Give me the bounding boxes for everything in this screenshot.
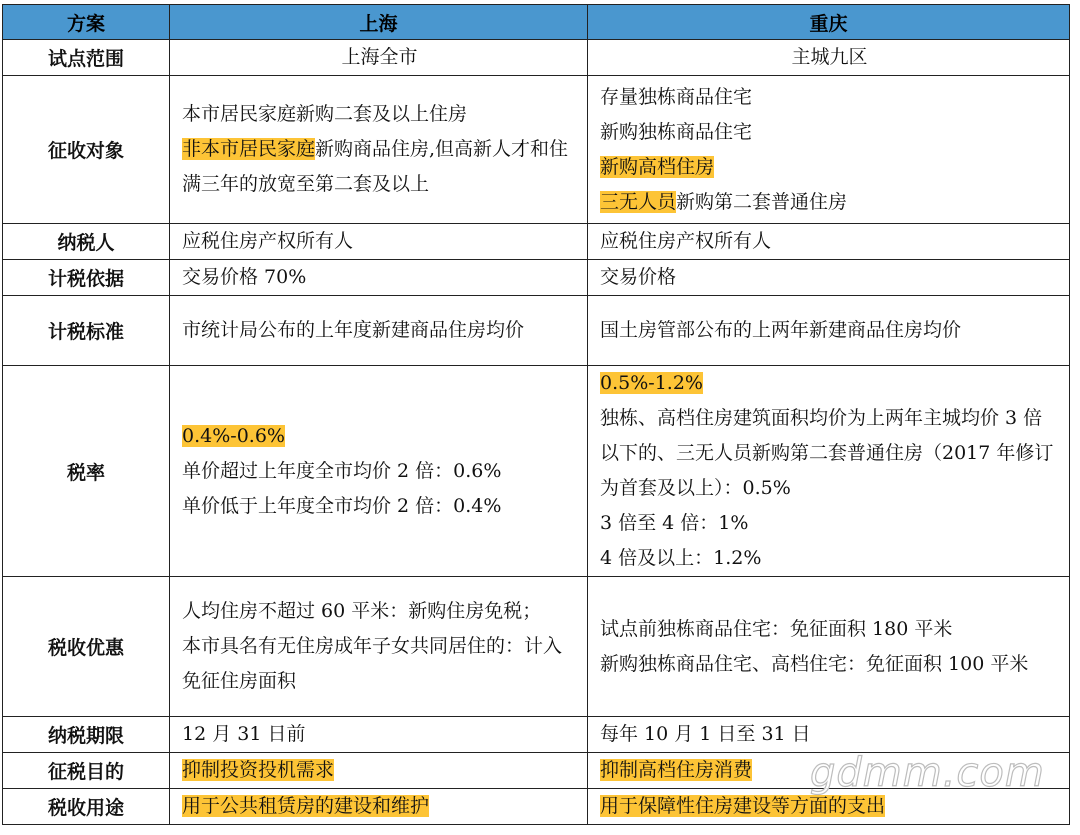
row-purpose xyxy=(3,753,1070,789)
cell-shanghai xyxy=(170,366,588,577)
cell-chongqing xyxy=(588,753,1070,789)
cell-chongqing xyxy=(588,789,1070,825)
highlight-text: 0.5%-1.2% xyxy=(600,372,703,394)
header-row xyxy=(3,5,1070,40)
cell-shanghai xyxy=(170,753,588,789)
row-label: 税率 xyxy=(3,366,170,577)
row-relief xyxy=(3,577,1070,717)
header-chongqing: 重庆 xyxy=(588,5,1070,40)
cell-shanghai: 12 月 31 日前 xyxy=(170,717,588,753)
cell-chongqing: 每年 10 月 1 日至 31 日 xyxy=(588,717,1070,753)
text-line: 本市具名有无住房成年子女共同居住的：计入免征住房面积 xyxy=(182,635,563,692)
highlight-text: 用于公共租赁房的建设和维护 xyxy=(182,795,430,817)
highlight-text: 三无人员 xyxy=(600,190,677,213)
cell-shanghai: 交易价格 70% xyxy=(170,260,588,296)
cell-shanghai: 市统计局公布的上年度新建商品住房均价 xyxy=(170,296,588,366)
cell-chongqing xyxy=(588,76,1070,224)
row-rate xyxy=(3,366,1070,577)
cell-chongqing: 应税住房产权所有人 xyxy=(588,224,1070,260)
text-line xyxy=(600,366,1059,401)
cell-shanghai xyxy=(170,76,588,224)
text-line: 单价超过上年度全市均价 2 倍：0.6% xyxy=(182,459,502,482)
row-standard xyxy=(3,296,1070,366)
row-label: 征收对象 xyxy=(3,76,170,224)
text-segment: 新购第二套普通住房 xyxy=(676,190,848,213)
watermark: gdmm.com xyxy=(810,750,1045,796)
highlight-text: 新购高档住房 xyxy=(600,155,715,178)
row-target xyxy=(3,76,1070,224)
row-label: 税收用途 xyxy=(3,789,170,825)
comparison-table xyxy=(2,4,1070,825)
cell-shanghai: 应税住房产权所有人 xyxy=(170,224,588,260)
row-label: 计税依据 xyxy=(3,260,170,296)
header-scheme: 方案 xyxy=(3,5,170,40)
text-line xyxy=(600,150,1059,185)
text-line: 存量独栋商品住宅 xyxy=(600,85,753,108)
row-taxpayer xyxy=(3,224,1070,260)
cell-chongqing: 交易价格 xyxy=(588,260,1070,296)
header-shanghai: 上海 xyxy=(170,5,588,40)
text-line xyxy=(600,185,1059,220)
cell-shanghai xyxy=(170,577,588,717)
row-label: 计税标准 xyxy=(3,296,170,366)
text-line: 新购独栋商品住宅 xyxy=(600,120,753,143)
cell-chongqing: 主城九区 xyxy=(588,40,1070,76)
text-line: 人均住房不超过 60 平米：新购住房免税； xyxy=(182,600,542,622)
row-label: 税收优惠 xyxy=(3,577,170,717)
text-line: 3 倍至 4 倍：1% xyxy=(600,512,749,534)
text-line: 新购独栋商品住宅、高档住宅：免征面积 100 平米 xyxy=(600,652,1029,675)
cell-shanghai xyxy=(170,789,588,825)
cell-chongqing xyxy=(588,366,1070,577)
text-segment: 新购商品住房,但高新人才和住满三年的放宽至第二套及以上 xyxy=(182,138,569,195)
highlight-text: 抑制投资投机需求 xyxy=(182,759,335,781)
cell-chongqing: 国土房管部公布的上两年新建商品住房均价 xyxy=(588,296,1070,366)
row-scope xyxy=(3,40,1070,76)
highlight-text: 0.4%-0.6% xyxy=(182,424,285,447)
row-deadline xyxy=(3,717,1070,753)
cell-shanghai: 上海全市 xyxy=(170,40,588,76)
row-basis xyxy=(3,260,1070,296)
text-line xyxy=(182,132,577,202)
highlight-text: 抑制高档住房消费 xyxy=(600,759,753,781)
row-label: 试点范围 xyxy=(3,40,170,76)
row-label: 征税目的 xyxy=(3,753,170,789)
text-line xyxy=(182,419,577,454)
row-label: 纳税期限 xyxy=(3,717,170,753)
row-usage xyxy=(3,789,1070,825)
row-label: 纳税人 xyxy=(3,224,170,260)
text-line: 4 倍及以上：1.2% xyxy=(600,547,762,569)
cell-chongqing xyxy=(588,577,1070,717)
text-line: 本市居民家庭新购二套及以上住房 xyxy=(182,103,468,125)
highlight-text: 用于保障性住房建设等方面的支出 xyxy=(600,795,886,817)
highlight-text: 非本市居民家庭 xyxy=(182,138,316,160)
text-line: 试点前独栋商品住宅：免征面积 180 平米 xyxy=(600,617,953,640)
text-line: 单价低于上年度全市均价 2 倍：0.4% xyxy=(182,494,502,517)
text-line: 独栋、高档住房建筑面积均价为上两年主城均价 3 倍以下的、三无人员新购第二套普通住房（2017 年修订为首套及以上）：0.5% xyxy=(600,407,1054,499)
